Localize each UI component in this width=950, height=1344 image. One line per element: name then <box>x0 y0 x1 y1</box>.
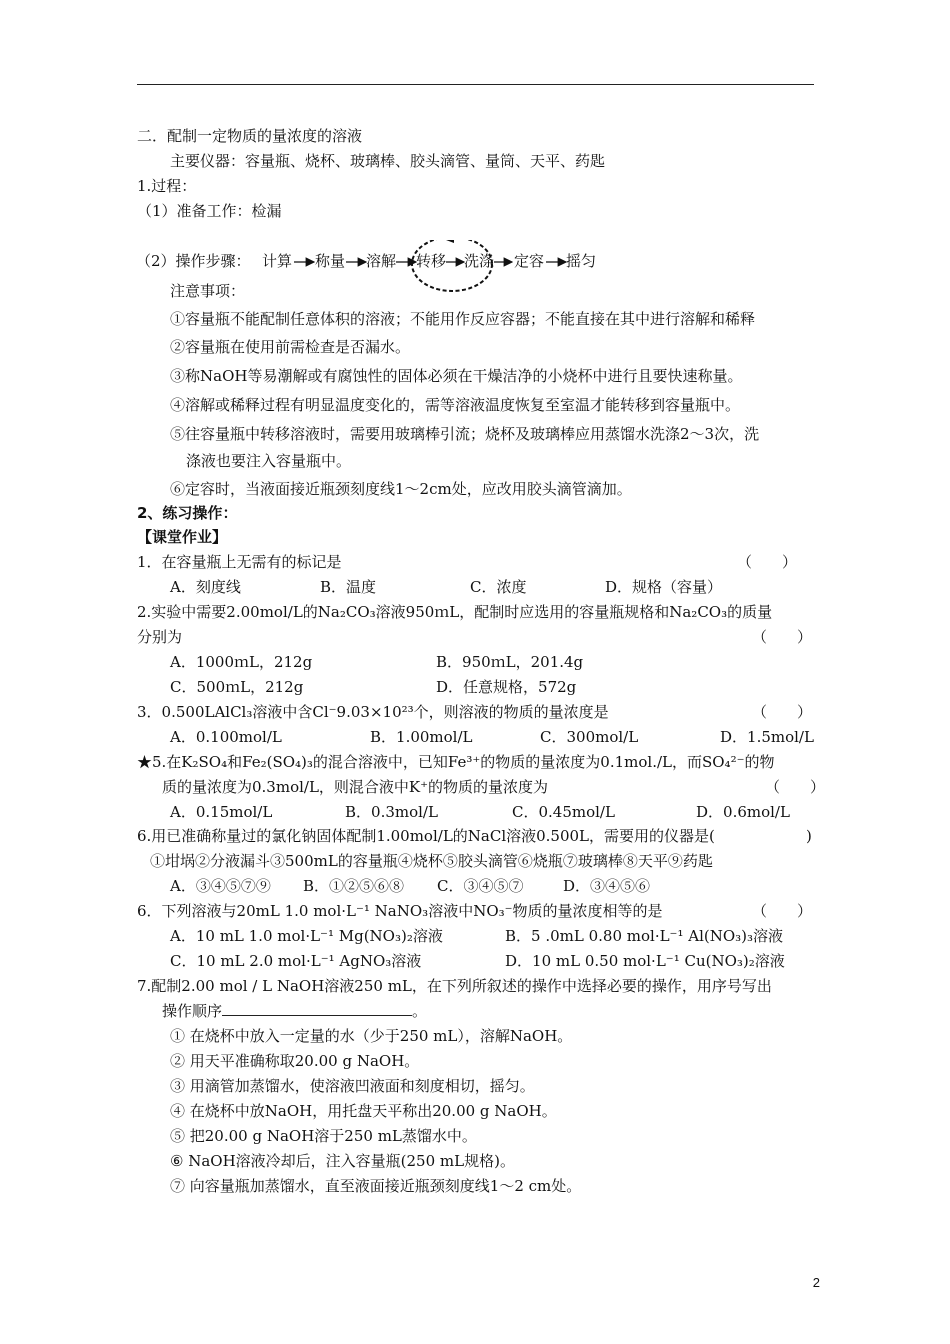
q2-stem-cont: 分别为 <box>137 628 183 646</box>
q6a-instrument-list: ①坩埚②分液漏斗③500mL的容量瓶④烧杯⑤胶头滴管⑥烧瓶⑦玻璃棒⑧天平⑨药匙 <box>150 852 713 870</box>
q6a-option-c: C．③④⑤⑦ <box>437 877 524 895</box>
process-heading: 1.过程： <box>137 177 197 195</box>
q2-option-c: C．500ｍL，212g <box>170 678 304 696</box>
step-shake: 摇匀 <box>566 252 597 270</box>
q7-item-4: ④ 在烧杯中放NaOH，用托盘天平称出20.00 g NaOH。 <box>170 1102 557 1120</box>
q5-option-c: C．0.45mol/L <box>512 803 615 821</box>
q1-option-b: B．温度 <box>320 578 377 596</box>
q2-answer-paren: （ ） <box>752 628 813 646</box>
q5-option-d: D．0.6mol/L <box>696 803 790 821</box>
steps-label: （2）操作步骤： <box>136 252 251 270</box>
q7-item-2: ② 用天平准确称取20.00 g NaOH。 <box>170 1052 420 1070</box>
q5-stem-cont: 质的量浓度为0.3mol/L，则混合液中K⁺的物质的量浓度为 <box>162 778 549 796</box>
q3-option-c: C．300mol/L <box>540 728 639 746</box>
q5-stem: ★5.在K₂SO₄和Fe₂(SO₄)₃的混合溶液中，已知Fe³⁺的物质的量浓度为0.1mol./L，而SO₄²⁻的物 <box>137 753 775 771</box>
q6a-option-d: D．③④⑤⑥ <box>563 877 651 895</box>
q5-option-a: A．0.15mol/L <box>170 803 273 821</box>
q5-option-b: B．0.3mol/L <box>345 803 438 821</box>
step-fix-volume: 定容 <box>514 252 545 270</box>
note-2: ②容量瓶在使用前需检查是否漏水。 <box>170 338 411 356</box>
q7-order-label: 操作顺序 <box>162 1002 223 1020</box>
step-dissolve: 溶解 <box>366 252 397 270</box>
q6b-stem: 6．下列溶液与20mL 1.0 mol·L⁻¹ NaNO₃溶液中NO₃⁻物质的量浓度相等的是 <box>137 902 663 920</box>
q6a-stem: 6.用已准确称量过的氯化钠固体配制1.00mol/L的NaCl溶液0.500L，需要用的仪器是( <box>137 827 715 845</box>
main-instruments: 主要仪器：容量瓶、烧杯、玻璃棒、胶头滴管、量筒、天平、药匙 <box>170 152 606 170</box>
q7-item-6: ⑥ NaOH溶液冷却后，注入容量瓶(250 mL规格)。 <box>170 1152 515 1170</box>
q7-stem: 7.配制2.00 mol / L NaOH溶液250 mL，在下列所叙述的操作中选择必要的操作，用序号写出 <box>137 977 772 995</box>
q3-option-a: A．0.100mol/L <box>170 728 282 746</box>
note-4: ④溶解或稀释过程有明显温度变化的，需等溶液温度恢复至室温才能转移到容量瓶中。 <box>170 396 741 414</box>
q6a-option-b: B．①②⑤⑥⑧ <box>303 877 405 895</box>
note-5-cont: 涤液也要注入容量瓶中。 <box>186 452 352 470</box>
q6b-option-b: B．5 .0mL 0.80 mol·L⁻¹ Al(NO₃)₃溶液 <box>505 927 784 945</box>
q6b-answer-paren: （ ） <box>752 902 813 920</box>
note-6: ⑥定容时，当液面接近瓶颈刻度线1～2cm处，应改用胶头滴管滴加。 <box>170 480 632 498</box>
page-number: 2 <box>812 1275 820 1290</box>
step-wash: 洗涤 <box>464 252 495 270</box>
practice-heading: 2、练习操作： <box>137 504 238 522</box>
q7-item-1: ① 在烧杯中放入一定量的水（少于250 mL），溶解NaOH。 <box>170 1027 573 1045</box>
q1-answer-paren: （ ） <box>737 553 798 571</box>
note-5: ⑤往容量瓶中转移溶液时，需要用玻璃棒引流；烧杯及玻璃棒应用蒸馏水洗涤2～3次，洗 <box>170 425 760 443</box>
q6a-close-paren: ) <box>806 827 812 845</box>
q2-option-a: A．1000ｍL，212g <box>170 653 313 671</box>
q7-item-3: ③ 用滴管加蒸馏水，使溶液凹液面和刻度相切，摇匀。 <box>170 1077 535 1095</box>
q6b-option-c: C．10 mL 2.0 mol·L⁻¹ AgNO₃溶液 <box>170 952 422 970</box>
q3-stem: 3．0.500LAlCl₃溶液中含Cl⁻9.03×10²³个，则溶液的物质的量浓度是 <box>137 703 609 721</box>
note-1: ①容量瓶不能配制任意体积的溶液；不能用作反应容器；不能直接在其中进行溶解和稀释 <box>170 310 756 328</box>
q1-option-d: D．规格（容量） <box>605 578 723 596</box>
q2-stem: 2.实验中需要2.00mol/L的Na₂CO₃溶液950ｍL，配制时应选用的容量瓶规格和Na₂CO₃的质量 <box>137 603 773 621</box>
q1-option-a: A．刻度线 <box>170 578 241 596</box>
q7-item-5: ⑤ 把20.00 g NaOH溶于250 mL蒸馏水中。 <box>170 1127 477 1145</box>
note-3: ③称NaOH等易潮解或有腐蚀性的固体必须在干燥洁净的小烧杯中进行且要快速称量。 <box>170 367 743 385</box>
q5-answer-paren: （ ） <box>765 778 826 796</box>
step-transfer: 转移 <box>416 252 447 270</box>
q3-option-d: D．1.5mol/L <box>720 728 814 746</box>
q1-option-c: C．浓度 <box>470 578 527 596</box>
section-title: 二．配制一定物质的量浓度的溶液 <box>137 127 363 145</box>
q3-answer-paren: （ ） <box>752 703 813 721</box>
q3-option-b: B．1.00mol/L <box>370 728 473 746</box>
prep-step: （1）准备工作：检漏 <box>137 202 282 220</box>
class-work-heading: 【课堂作业】 <box>137 528 228 546</box>
step-weigh: 称量 <box>315 252 346 270</box>
q2-option-b: B．950ｍL，201.4g <box>436 653 584 671</box>
q7-answer-blank[interactable] <box>222 1001 412 1016</box>
notes-heading: 注意事项： <box>170 282 246 300</box>
q7-item-7: ⑦ 向容量瓶加蒸馏水，直至液面接近瓶颈刻度线1～2 cm处。 <box>170 1177 582 1195</box>
q2-option-d: D．任意规格，572g <box>436 678 577 696</box>
q7-period: 。 <box>412 1002 428 1020</box>
header-rule <box>137 84 814 85</box>
q6a-option-a: A．③④⑤⑦⑨ <box>170 877 271 895</box>
q1-stem: 1．在容量瓶上无需有的标记是 <box>137 553 342 571</box>
q6b-option-d: D．10 mL 0.50 mol·L⁻¹ Cu(NO₃)₂溶液 <box>505 952 785 970</box>
step-calculate: 计算 <box>262 252 293 270</box>
q6b-option-a: A．10 mL 1.0 mol·L⁻¹ Mg(NO₃)₂溶液 <box>170 927 443 945</box>
q7-stem-cont <box>162 1001 427 1021</box>
